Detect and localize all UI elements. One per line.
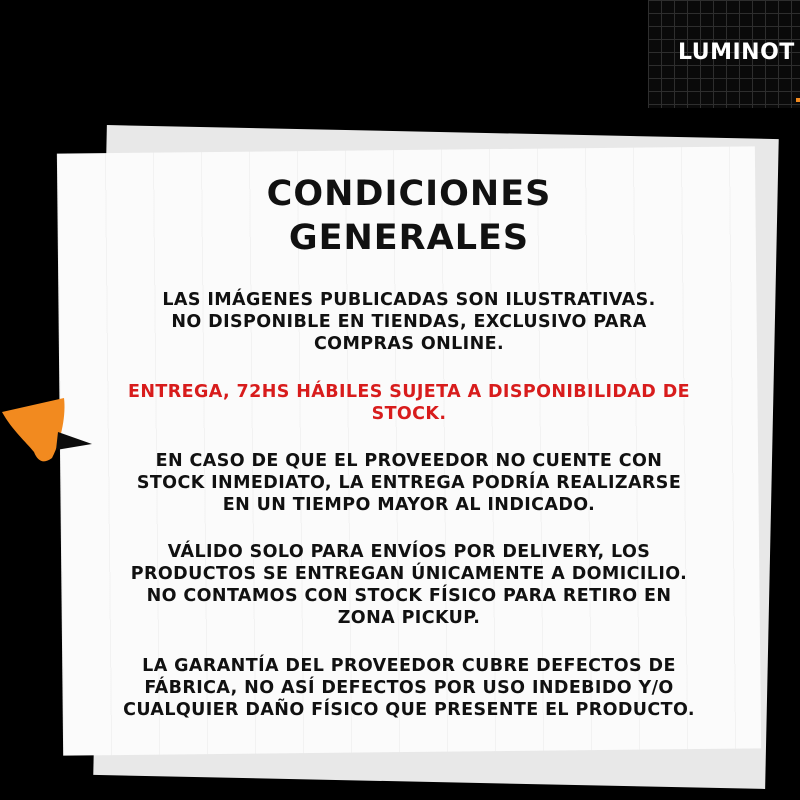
- brand-logo-text: LUMINOT: [678, 40, 795, 65]
- paragraph-images-disclaimer: LAS IMÁGENES PUBLICADAS SON ILUSTRATIVAS. NO DISPONIBLE EN TIENDAS, EXCLUSIVO PARA COMPRAS ONLINE.: [162, 290, 656, 354]
- brand-logo: [648, 0, 800, 108]
- paragraph-warranty: LA GARANTÍA DEL PROVEEDOR CUBRE DEFECTOS DE FÁBRICA, NO ASÍ DEFECTOS POR USO INDEBIDO Y/O CUALQUIER DAÑO FÍSICO QUE PRESENTE EL PRODUCTO.: [123, 656, 695, 720]
- paragraph-delivery-only: VÁLIDO SOLO PARA ENVÍOS POR DELIVERY, LOS PRODUCTOS SE ENTREGAN ÚNICAMENTE A DOMICILIO. NO CONTAMOS CON STOCK FÍSICO PARA RETIRO EN ZONA PICKUP.: [130, 542, 688, 628]
- orange-cursor-shape-icon: [0, 398, 96, 464]
- paragraph-supplier-stock: EN CASO DE QUE EL PROVEEDOR NO CUENTE CON STOCK INMEDIATO, LA ENTREGA PODRÍA REALIZARSE EN UN TIEMPO MAYOR AL INDICADO.: [136, 451, 682, 515]
- card-title: CONDICIONES GENERALES: [266, 174, 552, 258]
- brand-accent-mark: [796, 98, 800, 102]
- paragraph-delivery-time: ENTREGA, 72HS HÁBILES SUJETA A DISPONIBILIDAD DE STOCK.: [128, 382, 690, 424]
- conditions-card: [60, 150, 758, 752]
